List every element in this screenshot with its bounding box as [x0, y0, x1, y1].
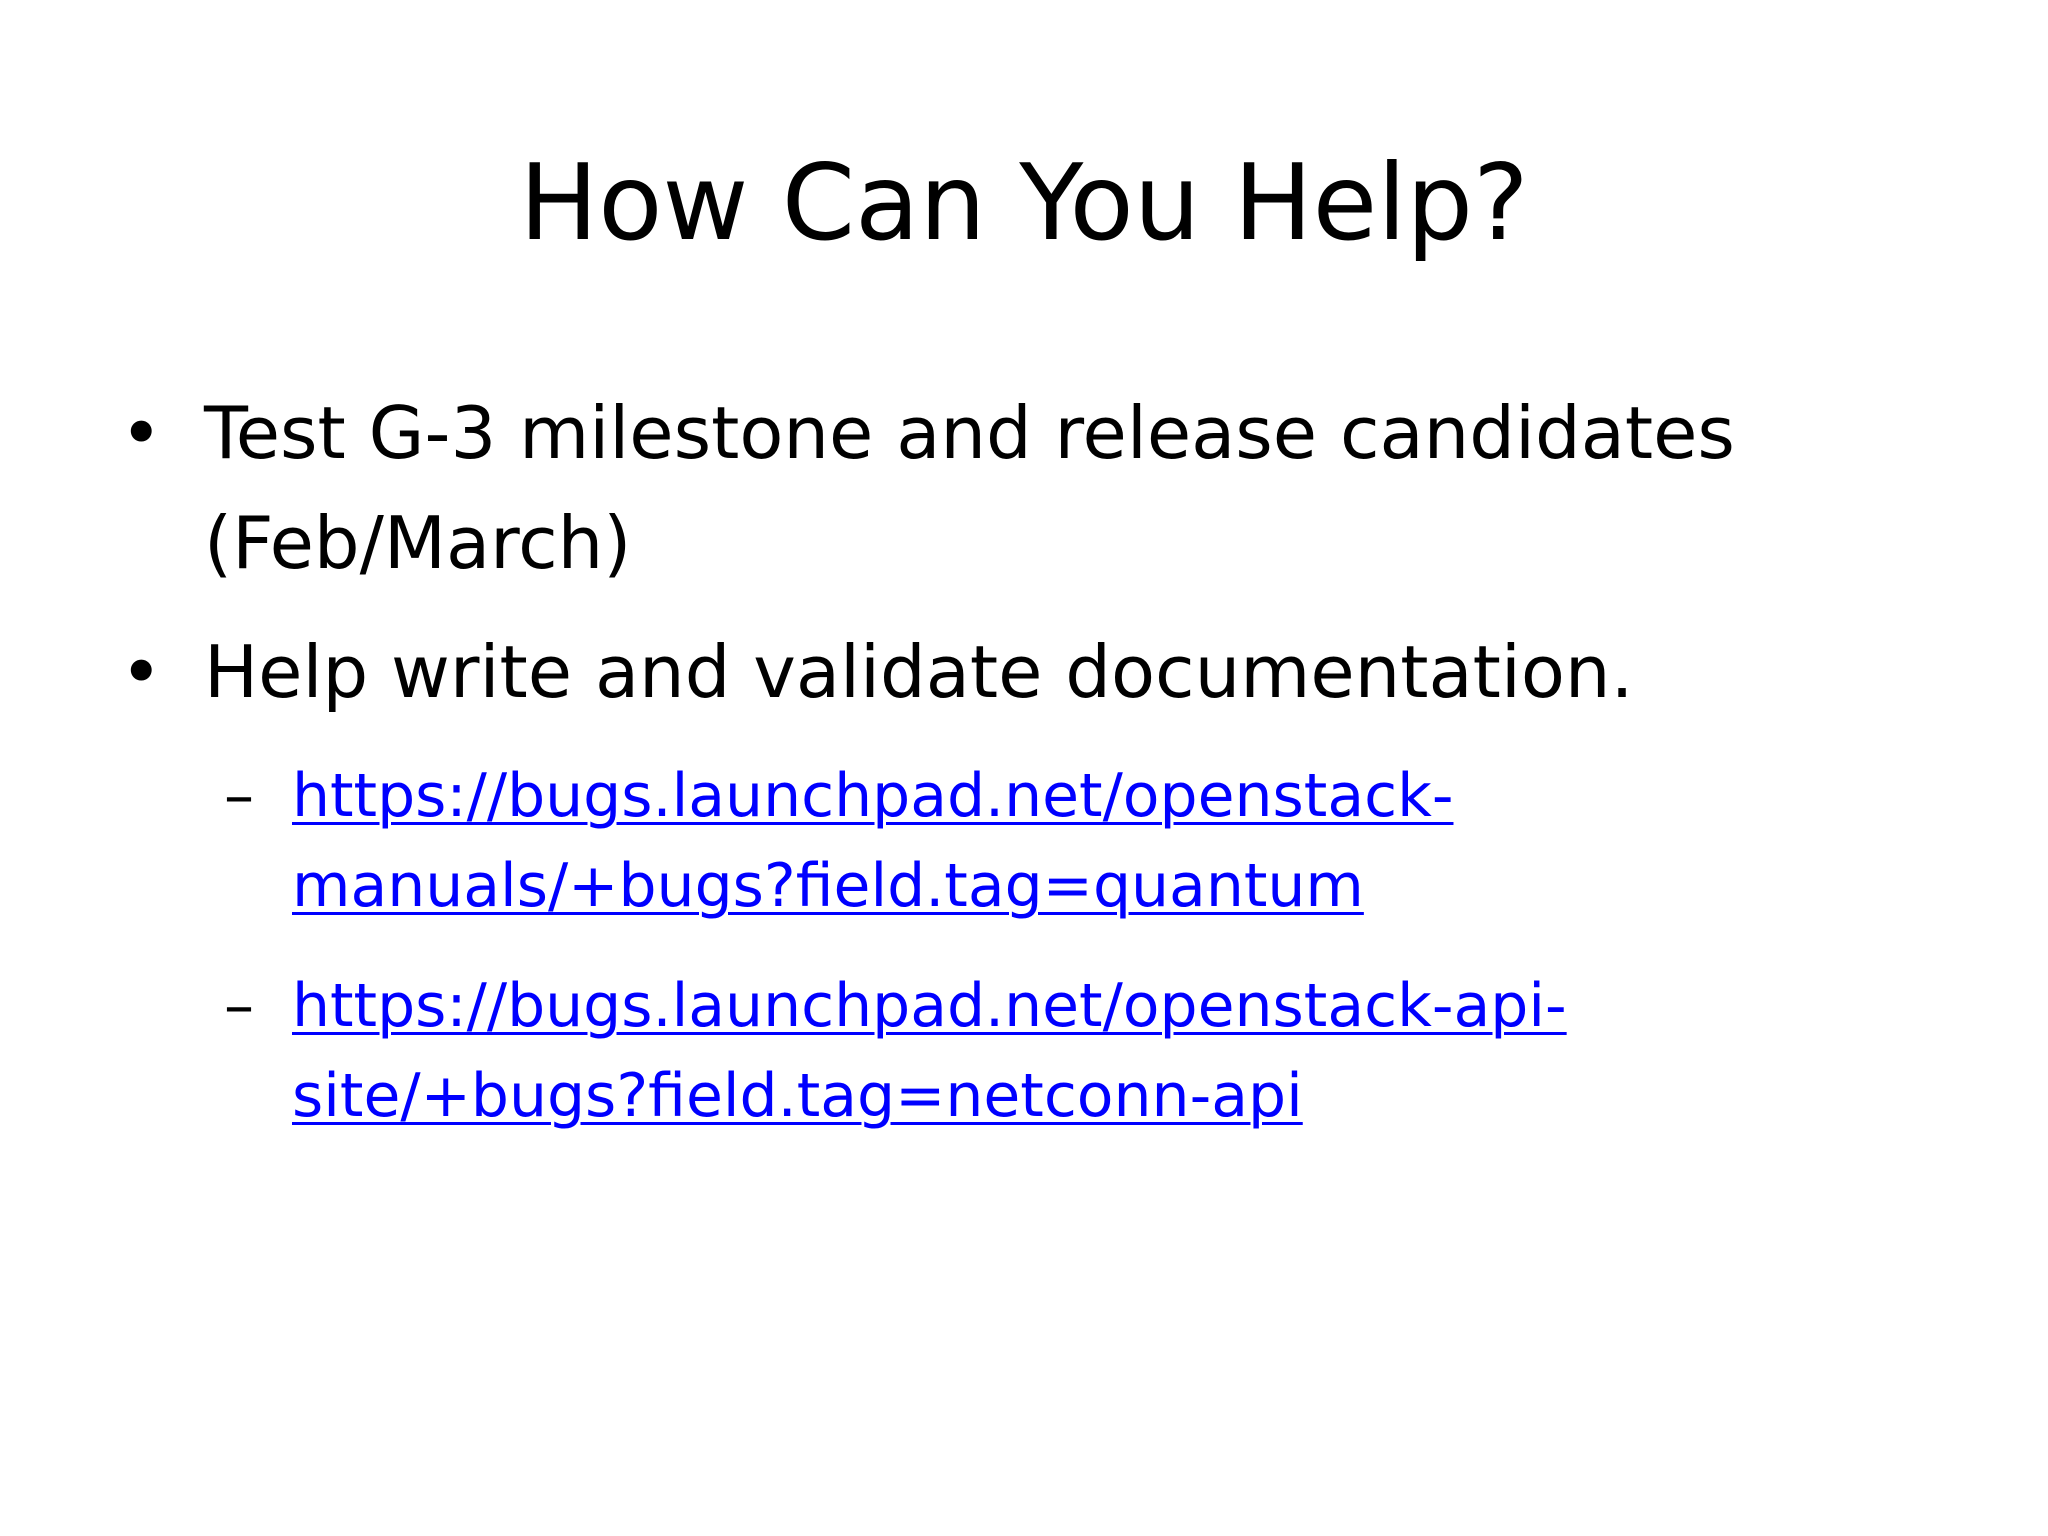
launchpad-api-site-link[interactable] [292, 961, 1744, 1141]
bullet-line: Test G-3 milestone and release candidates [204, 391, 1735, 475]
bullet-item [120, 378, 1820, 598]
link-line: site/+bugs?field.tag=netconn-api [292, 1061, 1303, 1131]
link-line: https://bugs.launchpad.net/openstack-api- [292, 971, 1567, 1041]
bullet-text [204, 617, 1820, 727]
bullet-line: Help write and validate documentation. [204, 630, 1634, 714]
launchpad-manuals-link[interactable] [292, 751, 1744, 931]
bullet-line: (Feb/March) [204, 501, 632, 585]
bullet-symbol: • [120, 630, 163, 714]
link-line: manuals/+bugs?field.tag=quantum [292, 851, 1364, 921]
bullet-text [204, 378, 1820, 598]
dash-symbol: – [224, 761, 254, 831]
dash-symbol: – [224, 971, 254, 1041]
slide-title: How Can You Help? [519, 142, 1529, 264]
bullet-symbol: • [120, 391, 163, 475]
sub-bullet-item [224, 961, 1744, 1141]
bullet-item [120, 617, 1820, 727]
link-line: https://bugs.launchpad.net/openstack- [292, 761, 1454, 831]
sub-bullet-item [224, 751, 1744, 931]
